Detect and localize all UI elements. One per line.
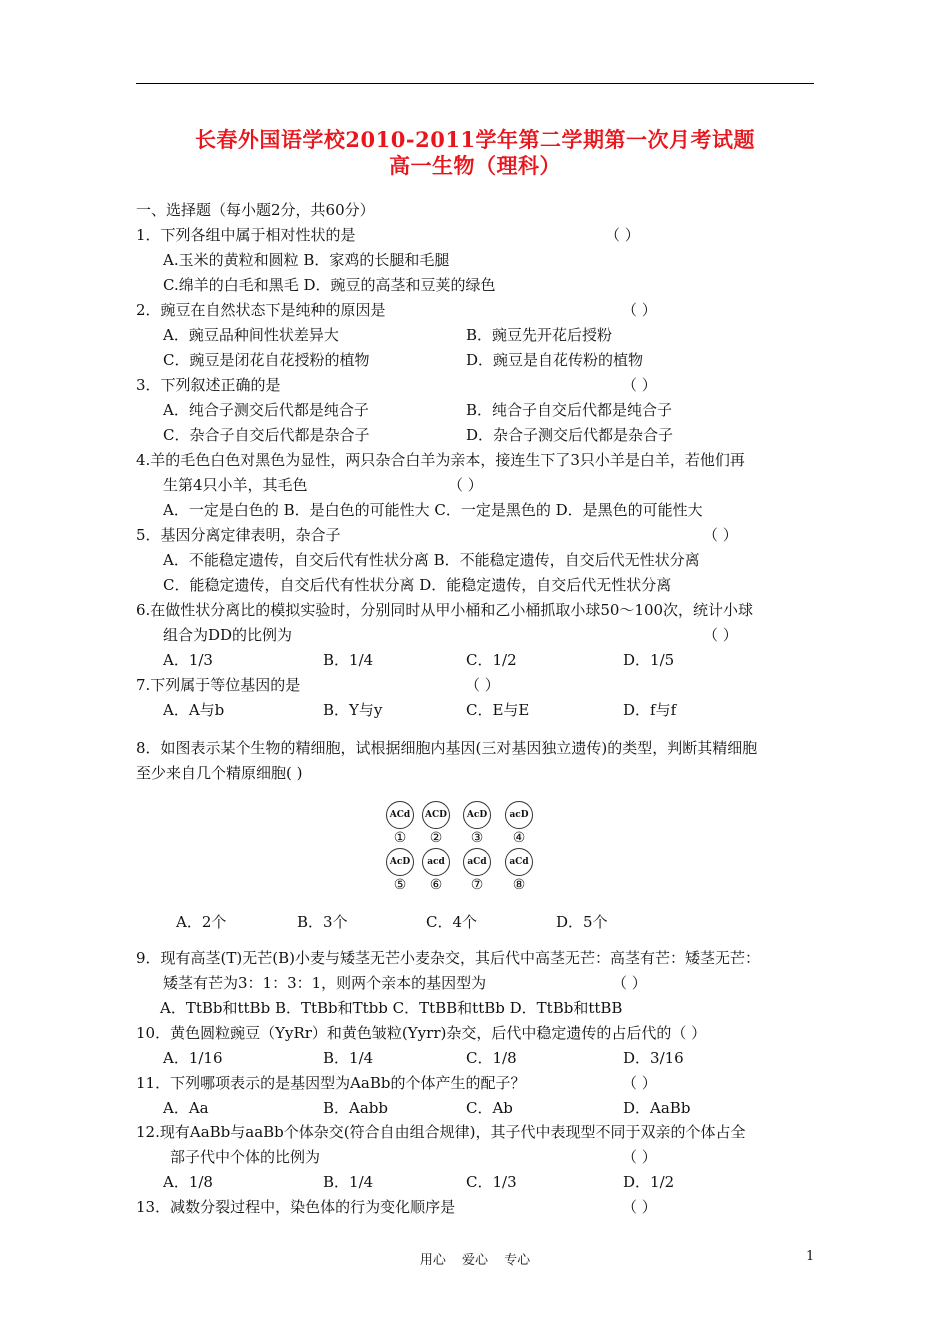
q6-option-b: B．1/4 — [323, 651, 374, 669]
q2-stem: 2．豌豆在自然状态下是纯种的原因是 — [136, 301, 386, 319]
q7-stem: 7.下列属于等位基因的是 — [136, 676, 301, 694]
q7-option-b: B．Y与y — [323, 701, 383, 719]
q10-option-d: D．3/16 — [623, 1049, 684, 1067]
sperm-cell-number: ④ — [512, 830, 526, 846]
q8-stem-1: 8．如图表示某个生物的精细胞，试根据细胞内基因(三对基因独立遗传)的类型，判断其精细胞 — [136, 739, 758, 757]
header-rule — [136, 83, 814, 84]
q11-option-c: C．Ab — [466, 1099, 513, 1117]
sperm-cell-1: ACd — [386, 801, 414, 829]
q9-options: A．TtBb和ttBb B．TtBb和Ttbb C．TtBB和ttBb D．TtBb和ttBB — [160, 999, 623, 1017]
q8-option-b: B．3个 — [297, 913, 348, 931]
exam-subtitle: 高一生物（理科） — [389, 153, 561, 178]
q11-option-b: B．Aabb — [323, 1099, 389, 1117]
q5-options-2: C．能稳定遗传，自交后代有性状分离 D．能稳定遗传，自交后代无性状分离 — [163, 576, 672, 594]
q12-answer-paren: （ ） — [622, 1148, 657, 1166]
page-footer: 用心 爱心 专心 — [419, 1253, 531, 1268]
sperm-cell-7: aCd — [463, 848, 491, 876]
q7-option-c: C．E与E — [466, 701, 530, 719]
q11-stem: 11．下列哪项表示的是基因型为AaBb的个体产生的配子？ — [136, 1074, 526, 1092]
q3-answer-paren: （ ） — [622, 376, 657, 394]
section-heading: 一、选择题（每小题2分，共60分） — [136, 201, 375, 219]
q5-stem: 5．基因分离定律表明，杂合子 — [136, 526, 341, 544]
q10-option-c: C．1/8 — [466, 1049, 517, 1067]
q12-stem-2: 部子代中个体的比例为 — [170, 1148, 321, 1166]
sperm-cell-4: acD — [505, 801, 533, 829]
q4-stem-2: 生第4只小羊，其毛色 — [163, 476, 308, 494]
q7-option-d: D．f与f — [623, 701, 677, 719]
sperm-cell-3: AcD — [463, 801, 491, 829]
q1-stem: 1．下列各组中属于相对性状的是 — [136, 226, 356, 244]
q13-stem: 13．减数分裂过程中，染色体的行为变化顺序是 — [136, 1198, 456, 1216]
q6-stem-2: 组合为DD的比例为 — [163, 626, 293, 644]
q6-option-c: C．1/2 — [466, 651, 517, 669]
sperm-cell-number: ② — [429, 830, 443, 846]
q13-answer-paren: （ ） — [622, 1198, 657, 1216]
q3-option-a: A．纯合子测交后代都是纯合子 — [163, 401, 369, 419]
q1-options-1: A.玉米的黄粒和圆粒 B．家鸡的长腿和毛腿 — [163, 251, 450, 269]
q6-answer-paren: （ ） — [703, 626, 738, 644]
q12-option-b: B．1/4 — [323, 1173, 374, 1191]
sperm-cell-8: aCd — [505, 848, 533, 876]
q3-option-b: B．纯合子自交后代都是纯合子 — [466, 401, 673, 419]
q6-stem-1: 6.在做性状分离比的模拟实验时，分别同时从甲小桶和乙小桶抓取小球50～100次，统计小球 — [136, 601, 754, 619]
q10-option-a: A．1/16 — [163, 1049, 223, 1067]
q11-option-a: A．Aa — [163, 1099, 209, 1117]
q10-option-b: B．1/4 — [323, 1049, 374, 1067]
q4-stem-1: 4.羊的毛色白色对黑色为显性，两只杂合白羊为亲本，接连生下了3只小羊是白羊，若他们再 — [136, 451, 745, 469]
q2-option-d: D．豌豆是自花传粉的植物 — [466, 351, 644, 369]
q9-stem-1: 9．现有高茎(T)无芒(B)小麦与矮茎无芒小麦杂交，其后代中高茎无芒：高茎有芒：矮茎无芒： — [136, 949, 760, 967]
sperm-cell-number: ① — [393, 830, 407, 846]
q2-answer-paren: （ ） — [622, 301, 657, 319]
q8-option-a: A．2个 — [176, 913, 227, 931]
q5-answer-paren: （ ） — [703, 526, 738, 544]
sperm-cell-2: ACD — [422, 801, 450, 829]
q12-stem-1: 12.现有AaBb与aaBb个体杂交(符合自由组合规律)，其子代中表现型不同于双亲的个体占全 — [136, 1123, 746, 1141]
exam-title: 长春外国语学校2010-2011学年第二学期第一次月考试题 — [194, 127, 756, 152]
sperm-cell-6: acd — [422, 848, 450, 876]
q12-option-a: A．1/8 — [163, 1173, 213, 1191]
q9-stem-2: 矮茎有芒为3：1：3：1，则两个亲本的基因型为 — [163, 974, 487, 992]
q12-option-c: C．1/3 — [466, 1173, 517, 1191]
q1-options-2: C.绵羊的白毛和黑毛 D．豌豆的高茎和豆荚的绿色 — [163, 276, 496, 294]
q11-answer-paren: （ ） — [622, 1074, 657, 1092]
sperm-cell-5: AcD — [386, 848, 414, 876]
q7-option-a: A．A与b — [163, 701, 225, 719]
sperm-cell-number: ⑧ — [512, 877, 526, 893]
sperm-cell-number: ⑦ — [470, 877, 484, 893]
q6-option-d: D．1/5 — [623, 651, 675, 669]
page-number: 1 — [806, 1249, 815, 1264]
q2-option-c: C．豌豆是闭花自花授粉的植物 — [163, 351, 370, 369]
q3-stem: 3．下列叙述正确的是 — [136, 376, 281, 394]
q4-options: A．一定是白色的 B．是白色的可能性大 C．一定是黑色的 D．是黑色的可能性大 — [163, 501, 703, 519]
q2-option-a: A．豌豆品种间性状差异大 — [163, 326, 339, 344]
q4-answer-paren: （ ） — [448, 476, 483, 494]
sperm-cell-number: ③ — [470, 830, 484, 846]
q10-stem: 10．黄色圆粒豌豆（YyRr）和黄色皱粒(Yyrr)杂交，后代中稳定遗传的占后代的（ ） — [136, 1024, 707, 1042]
q1-answer-paren: （ ） — [605, 226, 640, 244]
q8-stem-2: 至少来自几个精原细胞( ) — [136, 764, 303, 782]
q12-option-d: D．1/2 — [623, 1173, 675, 1191]
q8-option-c: C．4个 — [426, 913, 478, 931]
q9-answer-paren: （ ） — [612, 974, 647, 992]
sperm-cell-number: ⑥ — [429, 877, 443, 893]
q6-option-a: A．1/3 — [163, 651, 213, 669]
q8-option-d: D．5个 — [556, 913, 608, 931]
q2-option-b: B．豌豆先开花后授粉 — [466, 326, 613, 344]
sperm-cell-number: ⑤ — [393, 877, 407, 893]
q3-option-c: C．杂合子自交后代都是杂合子 — [163, 426, 370, 444]
q3-option-d: D．杂合子测交后代都是杂合子 — [466, 426, 674, 444]
q11-option-d: D．AaBb — [623, 1099, 691, 1117]
q7-answer-paren: （ ） — [465, 676, 500, 694]
q5-options-1: A．不能稳定遗传，自交后代有性状分离 B．不能稳定遗传，自交后代无性状分离 — [163, 551, 700, 569]
